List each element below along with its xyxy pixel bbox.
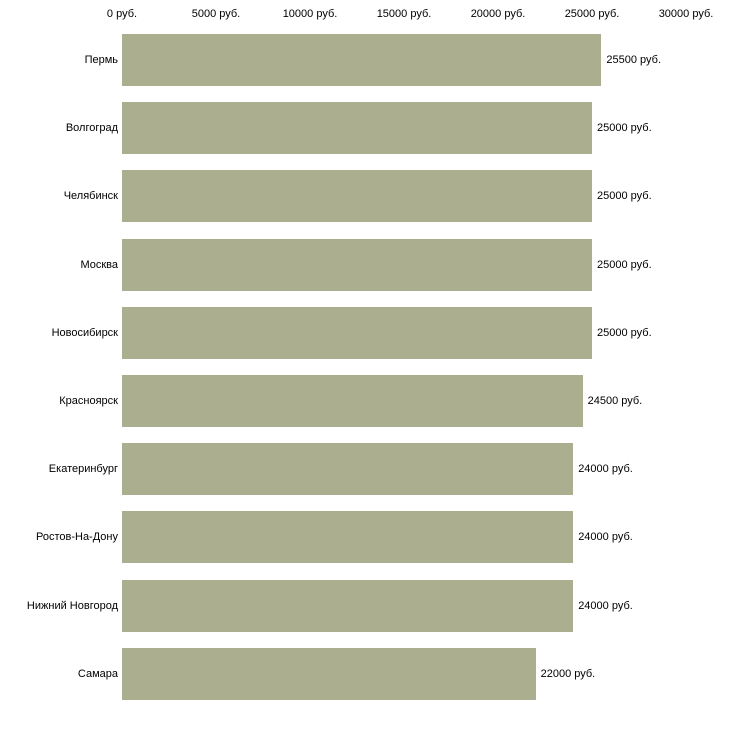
bar-track [122,34,722,86]
bar[interactable] [122,307,592,359]
bar-track [122,170,722,222]
bar-row [0,640,730,708]
bar-row [0,572,730,640]
bar-row [0,435,730,503]
category-label: Нижний Новгород [26,599,118,612]
category-label: Самара [77,667,118,680]
bar-row [0,367,730,435]
bar[interactable] [122,375,583,427]
bar-value-label: 24000 руб. [578,599,633,612]
bar[interactable] [122,648,536,700]
category-label: Красноярск [59,395,118,408]
bar-row [0,162,730,230]
bar[interactable] [122,443,573,495]
x-axis-tick-label: 20000 руб. [470,8,526,20]
bar-value-label: 25500 руб. [606,54,662,67]
category-label: Новосибирск [51,326,118,339]
x-axis-tick-label: 25000 руб. [564,8,620,20]
bar[interactable] [122,239,592,291]
bar-track [122,239,722,291]
x-axis [0,0,730,26]
bar[interactable] [122,34,601,86]
bar-value-label: 22000 руб. [540,667,596,680]
plot-area [0,26,730,708]
bar-row [0,503,730,571]
bar-value-label: 25000 руб. [597,122,652,135]
category-label: Москва [80,258,118,271]
bar-track [122,102,722,154]
bar-row [0,299,730,367]
bar[interactable] [122,170,592,222]
bar[interactable] [122,580,573,632]
x-axis-tick-label: 15000 руб. [376,8,432,20]
bar-value-label: 25000 руб. [597,190,652,203]
bar-track [122,648,722,700]
bar-track [122,443,722,495]
bar[interactable] [122,102,592,154]
category-label: Пермь [84,54,118,67]
x-axis-tick-label: 5000 руб. [191,8,241,20]
bar-row [0,26,730,94]
bar-track [122,375,722,427]
bar-value-label: 24000 руб. [578,531,633,544]
bar-value-label: 24000 руб. [578,463,633,476]
category-label: Ростов-На-Дону [35,531,118,544]
bar-row [0,231,730,299]
x-axis-tick-label: 10000 руб. [282,8,338,20]
bar-value-label: 24500 руб. [587,395,643,408]
x-axis-tick-label: 30000 руб. [658,8,714,20]
bar-track [122,580,722,632]
bar-value-label: 25000 руб. [597,258,652,271]
category-label: Екатеринбург [48,463,118,476]
category-label: Челябинск [63,190,118,203]
bar-track [122,511,722,563]
x-axis-tick-label: 0 руб. [106,8,138,20]
bar-row [0,94,730,162]
bar-value-label: 25000 руб. [597,326,652,339]
bar[interactable] [122,511,573,563]
category-label: Волгоград [65,122,118,135]
bar-track [122,307,722,359]
